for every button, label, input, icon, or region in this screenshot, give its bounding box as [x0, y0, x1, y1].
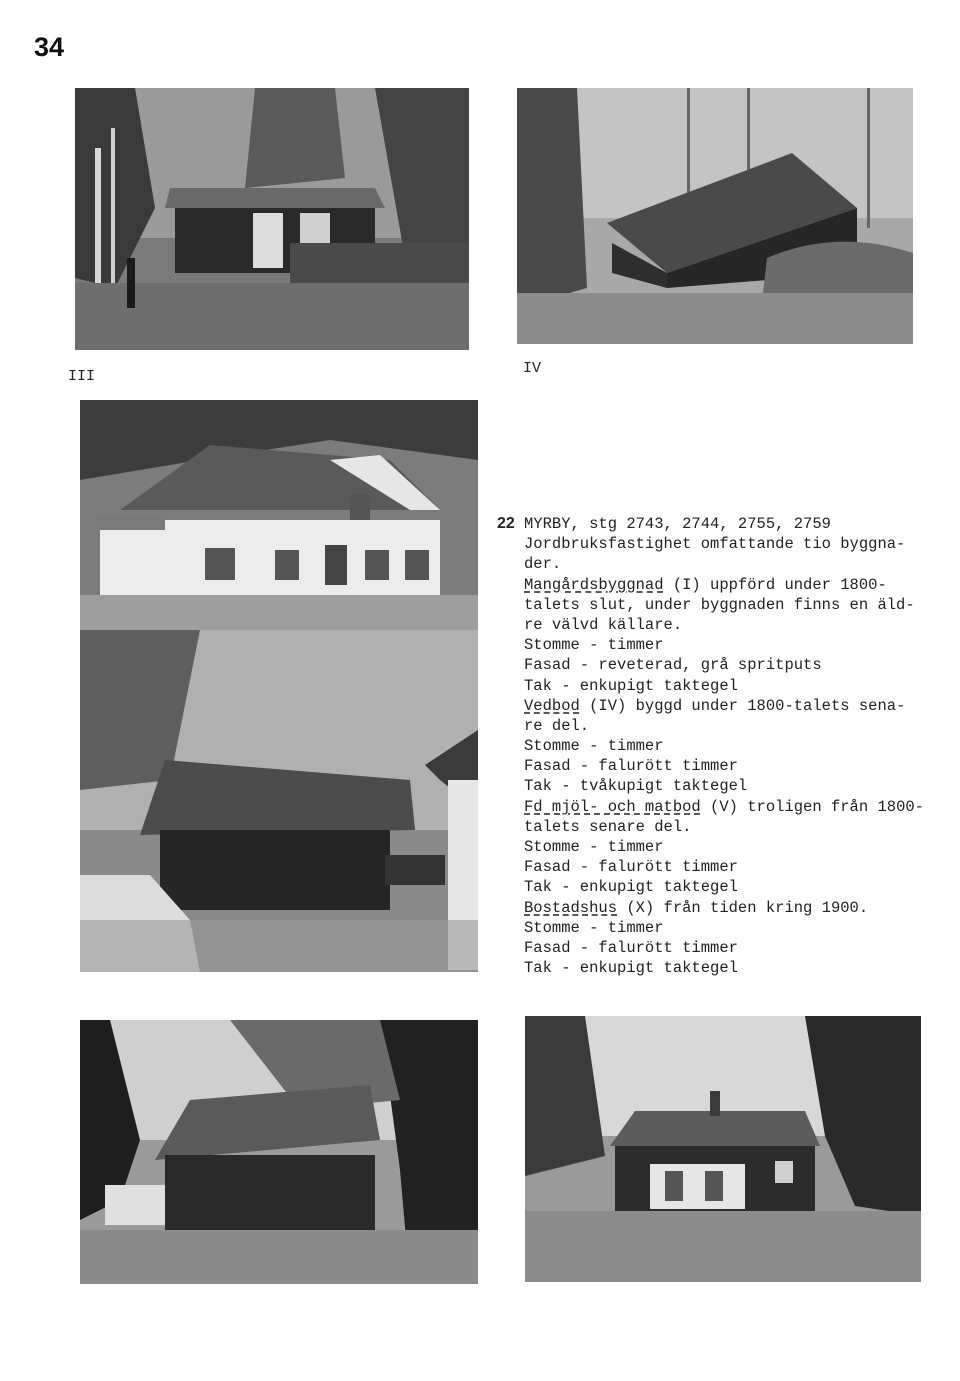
page-number: 34: [34, 32, 65, 62]
entry-line: (I) uppförd under 1800-: [663, 575, 887, 594]
photo-dwelling-house: [525, 1016, 921, 1282]
entry-line: Fasad - falurött timmer: [524, 757, 738, 776]
entry-line: talets slut, under byggnaden finns en äld-: [524, 595, 915, 614]
photo-barn-tree: [80, 1020, 478, 1284]
entry-line: Tak - enkupigt taktegel: [524, 959, 738, 978]
entry-line: re del.: [524, 716, 590, 735]
entry-line: Tak - enkupigt taktegel: [524, 878, 738, 897]
entry-line: re välvd källare.: [524, 615, 683, 634]
entry-line: (X) från tiden kring 1900.: [617, 898, 869, 917]
building-description: [497, 514, 947, 978]
entry-line: Tak - enkupigt taktegel: [524, 676, 738, 695]
entry-line: Stomme - timmer: [524, 918, 664, 937]
entry-line: Jordbruksfastighet omfattande tio byggna-: [524, 535, 906, 554]
building-name: Vedbod: [524, 696, 580, 715]
photo-storehouse: [80, 630, 478, 972]
entry-line: MYRBY, stg 2743, 2744, 2755, 2759: [524, 515, 831, 533]
entry-line: (IV) byggd under 1800-talets sena-: [579, 696, 906, 715]
building-name: Mangårdsbyggnad: [524, 575, 664, 594]
entry-line: Fasad - falurött timmer: [524, 938, 738, 957]
building-name: Bostadshus: [524, 898, 618, 917]
entry-line: Tak - tvåkupigt taktegel: [524, 777, 748, 796]
entry-line: der.: [524, 555, 562, 574]
photo-caption-iii: III: [68, 368, 96, 385]
entry-number: 22: [497, 515, 515, 532]
entry-line: Stomme - timmer: [524, 737, 664, 756]
entry-line: (V) troligen från 1800-: [700, 797, 924, 816]
entry-line: Fasad - falurött timmer: [524, 858, 738, 877]
photo-main-house: [80, 400, 478, 630]
entry-line: talets senare del.: [524, 817, 692, 836]
entry-line: Fasad - reveterad, grå spritputs: [524, 656, 822, 675]
photo-cottage-iii: [75, 88, 469, 350]
photo-caption-iv: IV: [523, 360, 542, 377]
entry-line: Stomme - timmer: [524, 838, 664, 856]
building-name: Fd mjöl- och matbod: [524, 797, 701, 816]
photo-woodshed-iv: [517, 88, 913, 344]
entry-line: Stomme - timmer: [524, 636, 664, 655]
